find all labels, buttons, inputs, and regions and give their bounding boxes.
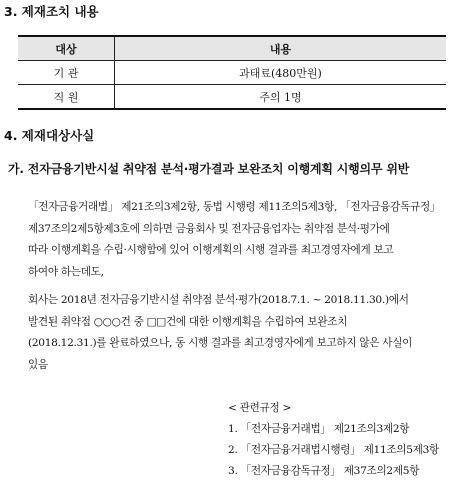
section-4-title: 4. 제재대상사실: [4, 128, 95, 143]
table-header-row: [18, 36, 446, 61]
paragraph-legal-basis: [28, 197, 452, 283]
paragraph-violation-facts: [28, 290, 452, 376]
regulations-title: < 관련규정 >: [228, 402, 292, 414]
paragraph-line: 따라 이행계획을 수립·시행함에 있어 이행계획의 시행 결과를 최고경영자에게 보고: [28, 244, 394, 256]
subsection-title: 가. 전자금융기반시설 취약점 분석·평가결과 보완조치 이행계획 시행의무 위반: [8, 162, 410, 176]
paragraph-line: 제37조의2제5항제3호에 의하면 금융회사 및 전자금융업자는 취약점 분석·평가에: [28, 222, 390, 235]
regulation-item: 3. 「전자금융감독규정」 제37조의2제5항: [228, 465, 420, 477]
section-3-title: 3. 제재조치 내용: [4, 4, 99, 19]
paragraph-line: 하여야 하는데도,: [28, 265, 104, 278]
paragraph-line: 발견된 취약점 ○○○건 중 □□건에 대한 이행계획을 수립하여 보완조치: [28, 315, 348, 328]
sanction-table: [18, 35, 446, 110]
related-regulations: [228, 398, 439, 482]
table-row: [18, 61, 446, 85]
paragraph-line: 있음: [28, 358, 48, 371]
paragraph-line: 「전자금융거래법」 제21조의3제2항, 동법 시행령 제11조의5제3항, 「전자금융감독규정」: [28, 201, 441, 213]
regulation-item: 1. 「전자금융거래법」 제21조의3제2항: [228, 423, 410, 435]
table-cell-target: 기 관: [18, 61, 115, 85]
table-header-target: 대상: [18, 36, 115, 61]
paragraph-line: 회사는 2018년 전자금융기반시설 취약점 분석·평가(2018.7.1. ~ 2018.11.30.)에서: [28, 294, 409, 306]
table-header-content: 내용: [115, 36, 447, 61]
table-row: [18, 85, 446, 110]
table-cell-target: 직 원: [18, 85, 115, 110]
paragraph-line: (2018.12.31.)를 완료하였으나, 동 시행 결과를 최고경영자에게 보고하지 않은 사실이: [28, 337, 413, 349]
regulation-item: 2. 「전자금융거래법시행령」 제11조의5제3항: [228, 444, 439, 456]
table-cell-content: 과태료(480만원): [115, 61, 447, 85]
table-cell-content: 주의 1명: [115, 85, 447, 110]
